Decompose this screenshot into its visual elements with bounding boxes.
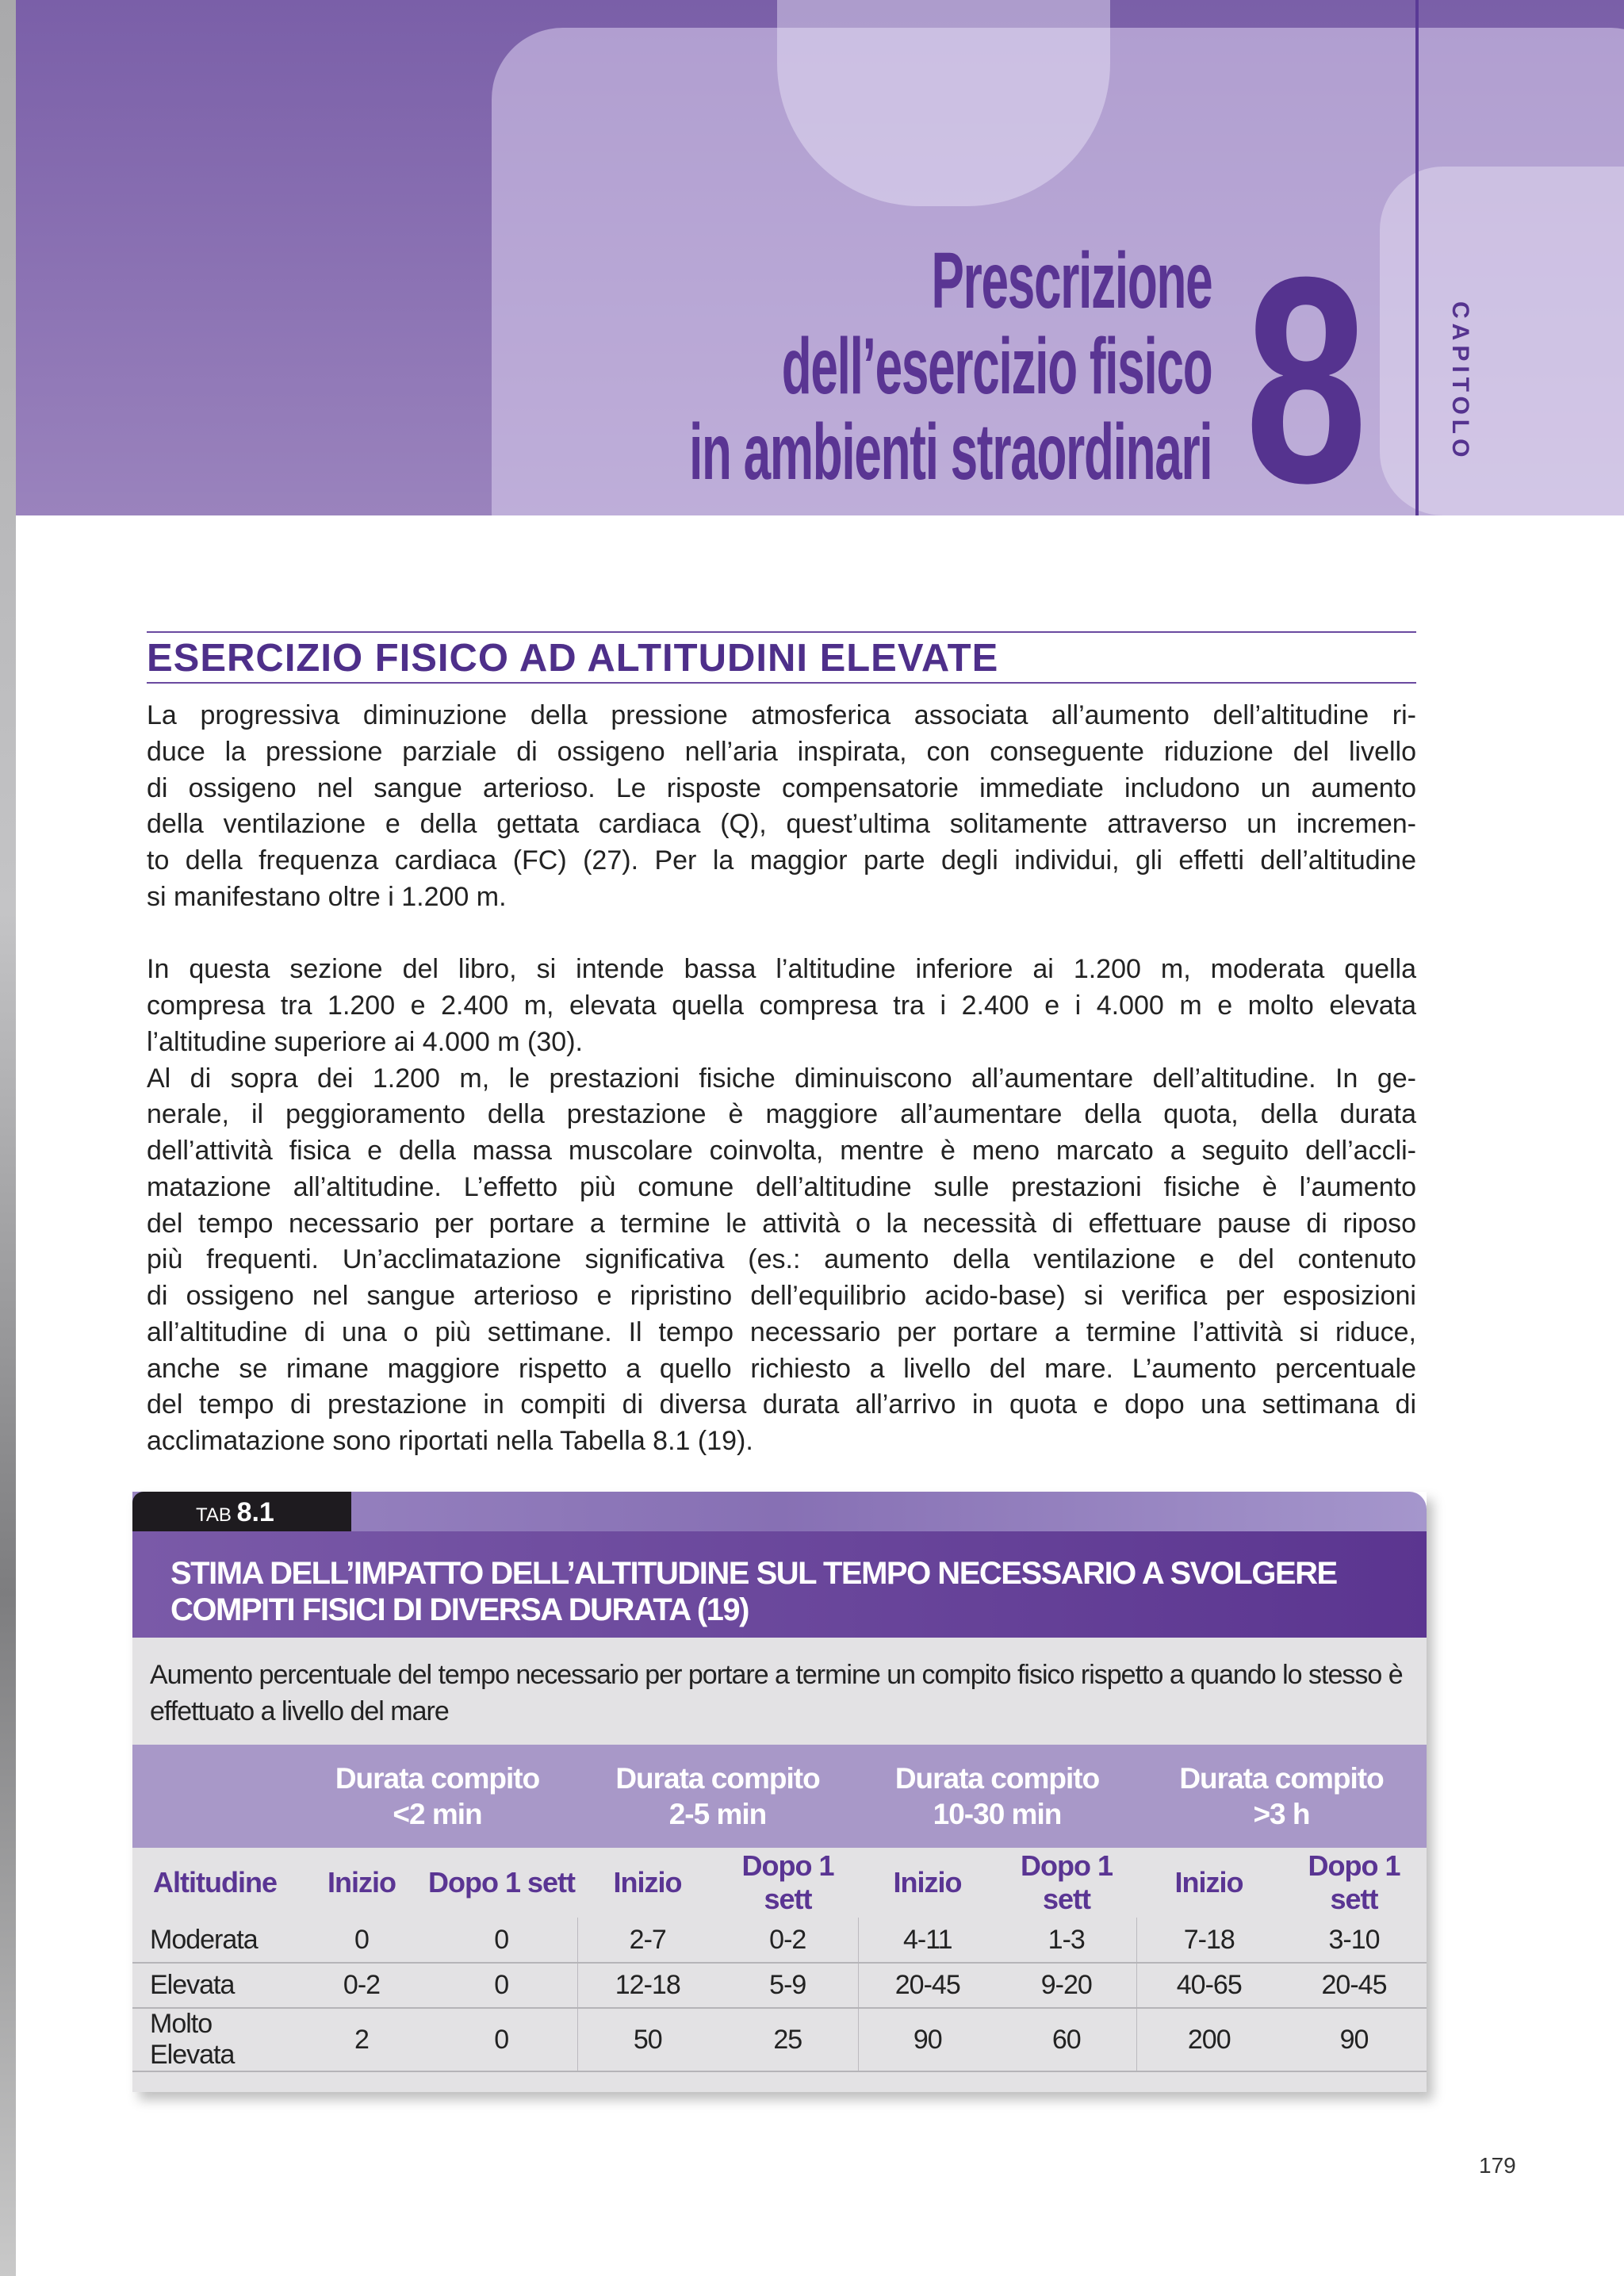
page-edge-photo-strip [0, 0, 16, 2276]
value-cell: 40-65 [1136, 1963, 1281, 2008]
group-header-line: Durata compito [894, 1762, 1100, 1795]
value-cell: 7-18 [1136, 1918, 1281, 1963]
value-cell: 0 [297, 1918, 426, 1963]
value-cell: 9-20 [997, 1963, 1136, 2008]
chapter-title-line: in ambienti straordinari [688, 408, 1212, 496]
table-row [132, 2008, 1427, 2071]
paragraph-line: l’altitudine superiore ai 4.000 m (30). [147, 1026, 583, 1057]
table-row [132, 1963, 1427, 2008]
group-header-line: Durata compito [1179, 1762, 1384, 1795]
value-cell: 12-18 [577, 1963, 718, 2008]
value-cell: 50 [577, 2008, 718, 2071]
paragraph [147, 698, 1416, 916]
table-label [132, 1492, 351, 1531]
column-header: Inizio [613, 1866, 682, 1899]
group-header-line: <2 min [393, 1798, 482, 1830]
paragraph-line: del tempo necessario per portare a termine le attività o la necessità di effettuare pause di riposo [147, 1208, 1416, 1239]
paragraph-line: to della frequenza cardiaca (FC) (27). Per la maggior parte degli individui, gli effetti dell’altitudine [147, 845, 1416, 876]
paragraph-line: più frequenti. Un’acclimatazione significativa (es.: aumento della ventilazione e del contenuto [147, 1244, 1416, 1275]
chapter-title [689, 238, 1212, 495]
table-subtitle-line: effettuato a livello del mare [150, 1696, 449, 1726]
table-label-prefix: TAB [196, 1504, 232, 1526]
group-header-line: Durata compito [615, 1762, 820, 1795]
group-header-empty [132, 1745, 297, 1848]
table-8-1 [132, 1492, 1427, 2092]
value-cell: 2-7 [577, 1918, 718, 1963]
section-body [147, 698, 1416, 1496]
paragraph-line: In questa sezione del libro, si intende bassa l’altitudine inferiore ai 1.200 m, moderata quella [147, 954, 1416, 985]
group-header-line: Durata compito [335, 1762, 540, 1795]
paragraph-line: Al di sopra dei 1.200 m, le prestazioni fisiche diminuiscono all’aumentare dell’altitudine. In ge- [147, 1063, 1416, 1094]
column-header: Altitudine [153, 1866, 277, 1899]
paragraph-line: acclimatazione sono riportati nella Tabella 8.1 (19). [147, 1426, 753, 1456]
group-header-line: >3 h [1253, 1798, 1310, 1830]
value-cell: 5-9 [718, 1963, 858, 2008]
table-subtitle-line: Aumento percentuale del tempo necessario per portare a termine un compito fisico rispetto a quando lo stesso è [150, 1660, 1403, 1690]
table-row [132, 1918, 1427, 1963]
group-header-line: 2-5 min [668, 1798, 767, 1830]
value-cell: 0 [426, 1918, 577, 1963]
value-cell: 3-10 [1281, 1918, 1427, 1963]
table-subtitle [132, 1638, 1427, 1745]
value-cell: 90 [1281, 2008, 1427, 2071]
chapter-label: CAPITOLO [1447, 301, 1473, 462]
table-title [132, 1531, 1427, 1638]
value-cell: 90 [858, 2008, 997, 2071]
paragraph [147, 952, 1416, 1060]
paragraph-line: di ossigeno nel sangue arterioso. Le risposte compensatorie immediate includono un aumento [147, 772, 1416, 803]
value-cell: 0-2 [718, 1918, 858, 1963]
altitude-cell: Moderata [132, 1918, 297, 1963]
value-cell: 0 [426, 1963, 577, 2008]
paragraph-line: anche se rimane maggiore rispetto a quello richiesto a livello del mare. L’aumento percentuale [147, 1353, 1416, 1384]
data-table [132, 1745, 1427, 2072]
table-label-number: 8.1 [236, 1497, 274, 1527]
column-header: Dopo 1 sett [427, 1866, 575, 1899]
chapter-title-line: Prescrizione [931, 236, 1212, 325]
section-heading: ESERCIZIO FISICO AD ALTITUDINI ELEVATE [147, 631, 1416, 684]
paragraph-line: del tempo di prestazione in compiti di diversa durata all’arrivo in quota e dopo una settimana di [147, 1389, 1416, 1420]
table-tab-bar [132, 1492, 1427, 1531]
paragraph-line: duce la pressione parziale di ossigeno nell’aria inspirata, con conseguente riduzione del livello [147, 736, 1416, 767]
table-title-line: COMPITI FISICI DI DIVERSA DURATA (19) [170, 1592, 749, 1627]
paragraph-line: di ossigeno nel sangue arterioso e ripristino dell’equilibrio acido-base) si verifica per esposizioni [147, 1281, 1416, 1311]
altitude-cell: Molto Elevata [132, 2008, 297, 2071]
value-cell: 0 [426, 2008, 577, 2071]
paragraph-line: della ventilazione e della gettata cardiaca (Q), quest’ultima solitamente attraverso un incremen- [147, 809, 1416, 840]
column-header: Inizio [1174, 1866, 1243, 1899]
column-header: Dopo 1 sett [1021, 1849, 1113, 1915]
value-cell: 1-3 [997, 1918, 1136, 1963]
value-cell: 60 [997, 2008, 1136, 2071]
group-header [297, 1745, 577, 1848]
paragraph-line: nerale, il peggioramento della prestazione è maggiore all’aumentare della quota, della durata [147, 1099, 1416, 1130]
group-header [858, 1745, 1136, 1848]
paragraph-line: dell’attività fisica e della massa muscolare coinvolta, mentre è meno marcato a seguito dell’accli- [147, 1136, 1416, 1166]
group-header-line: 10-30 min [933, 1798, 1062, 1830]
altitude-cell: Elevata [132, 1963, 297, 2008]
paragraph-line: all’altitudine di una o più settimane. Il tempo necessario per portare a termine l’attività si riduce, [147, 1316, 1416, 1347]
column-header: Inizio [893, 1866, 962, 1899]
value-cell: 4-11 [858, 1918, 997, 1963]
table-footer [132, 2072, 1427, 2092]
paragraph [147, 1061, 1416, 1460]
column-header: Dopo 1 sett [1308, 1849, 1400, 1915]
value-cell: 25 [718, 2008, 858, 2071]
paragraph-line: matazione all’altitudine. L’effetto più comune dell’altitudine sulle prestazioni fisiche è l’aumento [147, 1171, 1416, 1202]
chapter-divider-line [1415, 0, 1419, 515]
value-cell: 20-45 [858, 1963, 997, 2008]
group-header [1136, 1745, 1427, 1848]
value-cell: 200 [1136, 2008, 1281, 2071]
paragraph-line: La progressiva diminuzione della pressione atmosferica associata all’aumento dell’altitudine ri- [147, 700, 1416, 730]
value-cell: 20-45 [1281, 1963, 1427, 2008]
value-cell: 2 [297, 2008, 426, 2071]
page-number: 179 [1479, 2153, 1516, 2178]
group-header [577, 1745, 858, 1848]
chapter-number: 8 [1245, 216, 1368, 544]
paragraph-line: compresa tra 1.200 e 2.400 m, elevata quella compresa tra i 2.400 e i 4.000 m e molto elevata [147, 990, 1416, 1021]
column-header: Inizio [327, 1866, 396, 1899]
value-cell: 0-2 [297, 1963, 426, 2008]
column-header: Dopo 1 sett [741, 1849, 834, 1915]
table-title-line: STIMA DELL’IMPATTO DELL’ALTITUDINE SUL TEMPO NECESSARIO A SVOLGERE [170, 1556, 1337, 1591]
paragraph-line: si manifestano oltre i 1.200 m. [147, 881, 507, 912]
chapter-title-line: dell’esercizio fisico [781, 322, 1212, 411]
